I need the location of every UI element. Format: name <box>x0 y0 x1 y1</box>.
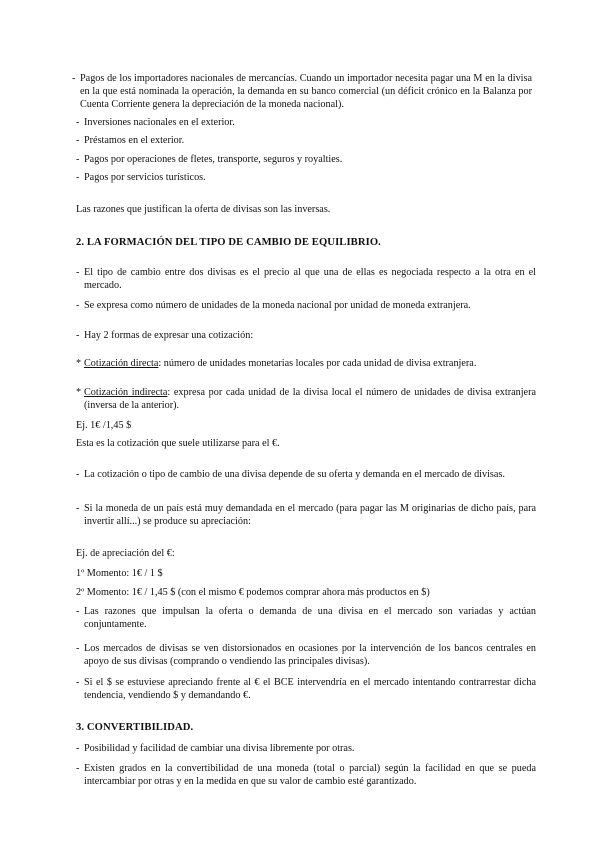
bullet-razones-variadas: - Las razones que impulsan la oferta o demanda de una divisa en el mercado son variadas y actúan conjuntamente. <box>76 606 536 630</box>
paragraph-cotizacion-euro: Esta es la cotización que suele utilizarse para el €. <box>76 438 280 449</box>
term-cotizacion-indirecta: Cotización indirecta <box>84 387 168 398</box>
item-cotizacion-directa: * Cotización directa: número de unidades monetarias locales por cada unidad de divisa extranjera. <box>76 358 477 369</box>
bullet-posibilidad-cambiar: - Posibilidad y facilidad de cambiar una divisa libremente por otras. <box>76 743 355 754</box>
bullet-tipo-cambio: - El tipo de cambio entre dos divisas es el precio al que una de ellas es negociada respecto a la otra en el mercado. <box>76 267 536 291</box>
example-momento-2: 2º Momento: 1€ / 1,45 $ (con el mismo € podemos comprar ahora más productos en $) <box>76 587 430 598</box>
bullet-pagos-turisticos: - Pagos por servicios turísticos. <box>76 172 206 183</box>
example-apreciacion-label: Ej. de apreciación del €: <box>76 548 175 559</box>
bullet-formas-cotizacion: - Hay 2 formas de expresar una cotización: <box>76 330 254 341</box>
bullet-inversiones: - Inversiones nacionales en el exterior. <box>76 117 235 128</box>
bullet-pagos-importadores: - Pagos de los importadores nacionales de mercancías. Cuando un importador necesita pagar una M en la divisa en la que está nominada la operación, la demanda en su banco comercial (un déficit crónico en la Balanza por Cuenta Corriente genera la depreciación de la moneda nacional). <box>72 73 532 110</box>
bullet-grados-convertibilidad: - Existen grados en la convertibilidad de una moneda (total o parcial) según la facilidad en que se pueda intercambiar por otras y en la medida en que su valor de cambio esté garantizado. <box>76 763 536 787</box>
section-heading-2: 2. LA FORMACIÓN DEL TIPO DE CAMBIO DE EQUILIBRIO. <box>76 237 381 248</box>
bullet-moneda-demandada: - Si la moneda de un país está muy demandada en el mercado (para pagar las M originarias de dicho país, para invertir allí...) se produce su apreciación: <box>76 503 536 527</box>
bullet-mercados-distorsionados: - Los mercados de divisas se ven distorsionados en ocasiones por la intervención de los bancos centrales en apoyo de sus divisas (comprando o vendiendo las principales divisas). <box>76 643 536 667</box>
bullet-cotizacion-depende: - La cotización o tipo de cambio de una divisa depende de su oferta y demanda en el mercado de divisas. <box>76 469 505 480</box>
term-cotizacion-directa: Cotización directa <box>84 358 159 369</box>
bullet-pagos-fletes: - Pagos por operaciones de fletes, transporte, seguros y royalties. <box>76 154 343 165</box>
bullet-se-expresa: - Se expresa como número de unidades de la moneda nacional por unidad de moneda extranjera. <box>76 300 471 311</box>
example-momento-1: 1º Momento: 1€ / 1 $ <box>76 568 163 579</box>
bullet-bce-interviene: - Si el $ se estuviese apreciando frente al € el BCE intervendría en el mercado intentando contrarrestar dicha tendencia, vendiendo $ y demandando €. <box>76 677 536 701</box>
item-cotizacion-indirecta: * Cotización indirecta: expresa por cada unidad de la divisa local el número de unidades de divisa extranjera (inversa de la anterior). <box>76 387 536 411</box>
paragraph-razones-oferta: Las razones que justifican la oferta de divisas son las inversas. <box>76 204 331 215</box>
example-cotizacion: Ej. 1€ /1,45 $ <box>76 420 132 431</box>
bullet-prestamos: - Préstamos en el exterior. <box>76 135 185 146</box>
section-heading-3: 3. CONVERTIBILIDAD. <box>76 722 194 733</box>
